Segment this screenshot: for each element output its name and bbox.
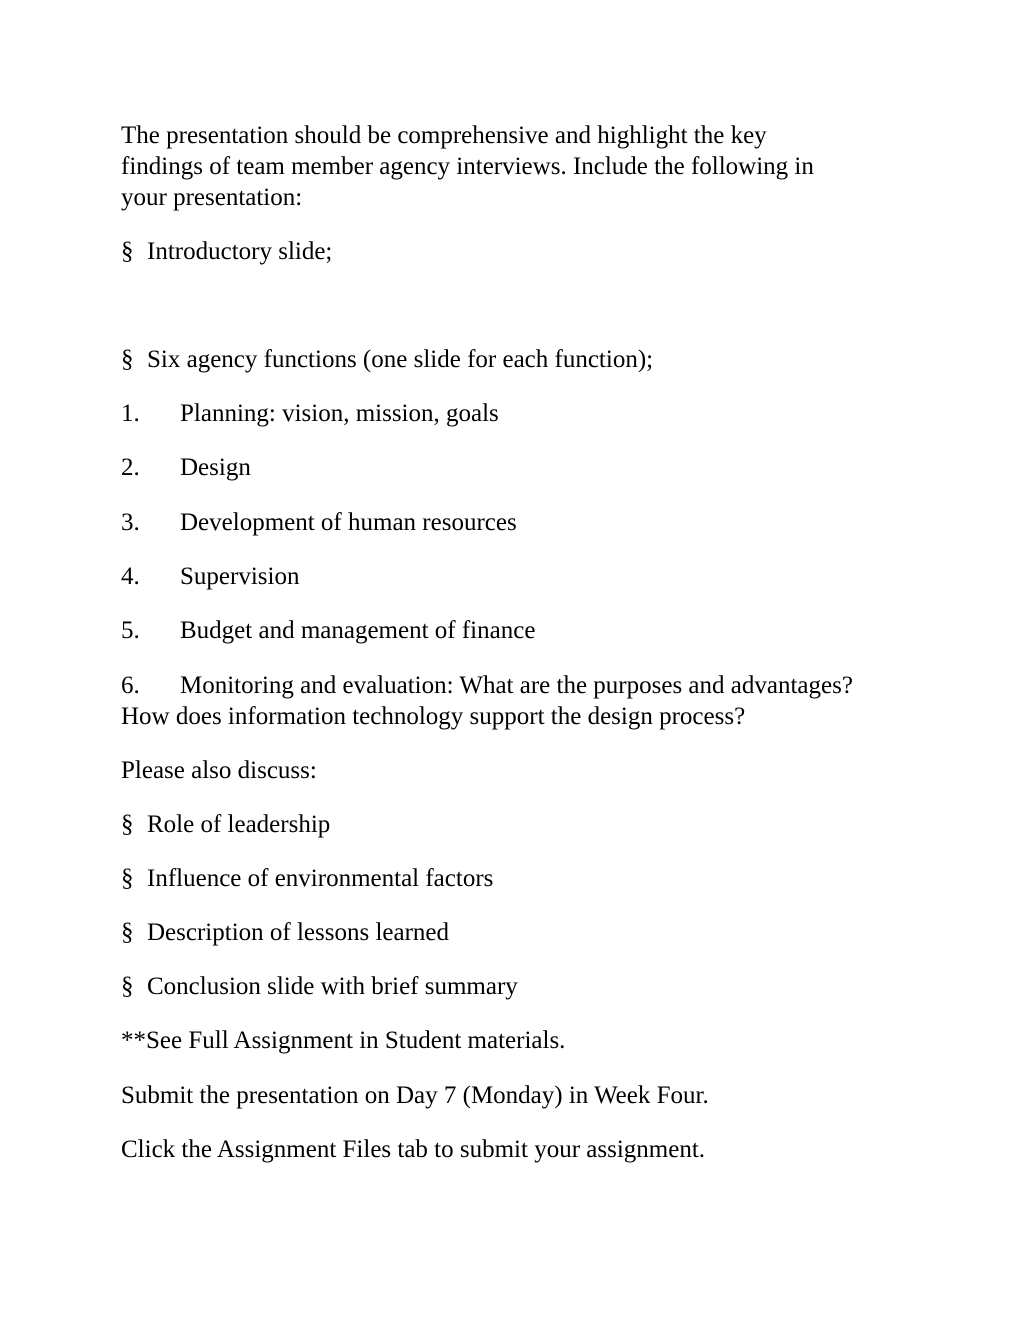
function-item-6 <box>121 670 921 701</box>
bullet-text: Conclusion slide with brief summary <box>147 973 518 1000</box>
item-number: 3. <box>121 509 140 536</box>
bullet-six-functions <box>121 344 921 375</box>
bullet-text: Introductory slide; <box>147 238 333 265</box>
item-text: Design <box>180 454 251 481</box>
item-number: 1. <box>121 400 140 427</box>
also-discuss-heading: Please also discuss: <box>121 757 317 784</box>
item-text: Development of human resources <box>180 509 517 536</box>
bullet-introductory-slide <box>121 236 921 267</box>
item-number: 2. <box>121 454 140 481</box>
intro-line-2: findings of team member agency interviews. Include the following in <box>121 153 814 180</box>
section-bullet: § <box>121 973 134 1000</box>
item-text: Planning: vision, mission, goals <box>180 400 499 427</box>
submit-instruction: Submit the presentation on Day 7 (Monday) in Week Four. <box>121 1082 709 1109</box>
item-text: Monitoring and evaluation: What are the purposes and advantages? <box>180 672 853 699</box>
item-text: Budget and management of finance <box>180 617 536 644</box>
item-text: Supervision <box>180 563 300 590</box>
discuss-bullet-1 <box>121 809 921 840</box>
bullet-text: Role of leadership <box>147 811 331 838</box>
function-item-6-continuation: How does information technology support the design process? <box>121 703 746 730</box>
intro-line-1: The presentation should be comprehensive and highlight the key <box>121 122 767 149</box>
item-number: 6. <box>121 672 140 699</box>
see-full-assignment-note: **See Full Assignment in Student materials. <box>121 1027 566 1054</box>
discuss-bullet-4 <box>121 971 921 1002</box>
assignment-files-instruction: Click the Assignment Files tab to submit your assignment. <box>121 1136 706 1163</box>
section-bullet: § <box>121 346 134 373</box>
function-item-2 <box>121 452 921 483</box>
discuss-bullet-3 <box>121 917 921 948</box>
function-item-1 <box>121 398 921 429</box>
bullet-text: Description of lessons learned <box>147 919 450 946</box>
section-bullet: § <box>121 865 134 892</box>
discuss-bullet-2 <box>121 863 921 894</box>
section-bullet: § <box>121 238 134 265</box>
section-bullet: § <box>121 919 134 946</box>
item-number: 4. <box>121 563 140 590</box>
intro-line-3: your presentation: <box>121 184 303 211</box>
bullet-text: Six agency functions (one slide for each function); <box>147 346 654 373</box>
function-item-3 <box>121 507 921 538</box>
function-item-5 <box>121 615 921 646</box>
bullet-text: Influence of environmental factors <box>147 865 494 892</box>
section-bullet: § <box>121 811 134 838</box>
function-item-4 <box>121 561 921 592</box>
item-number: 5. <box>121 617 140 644</box>
